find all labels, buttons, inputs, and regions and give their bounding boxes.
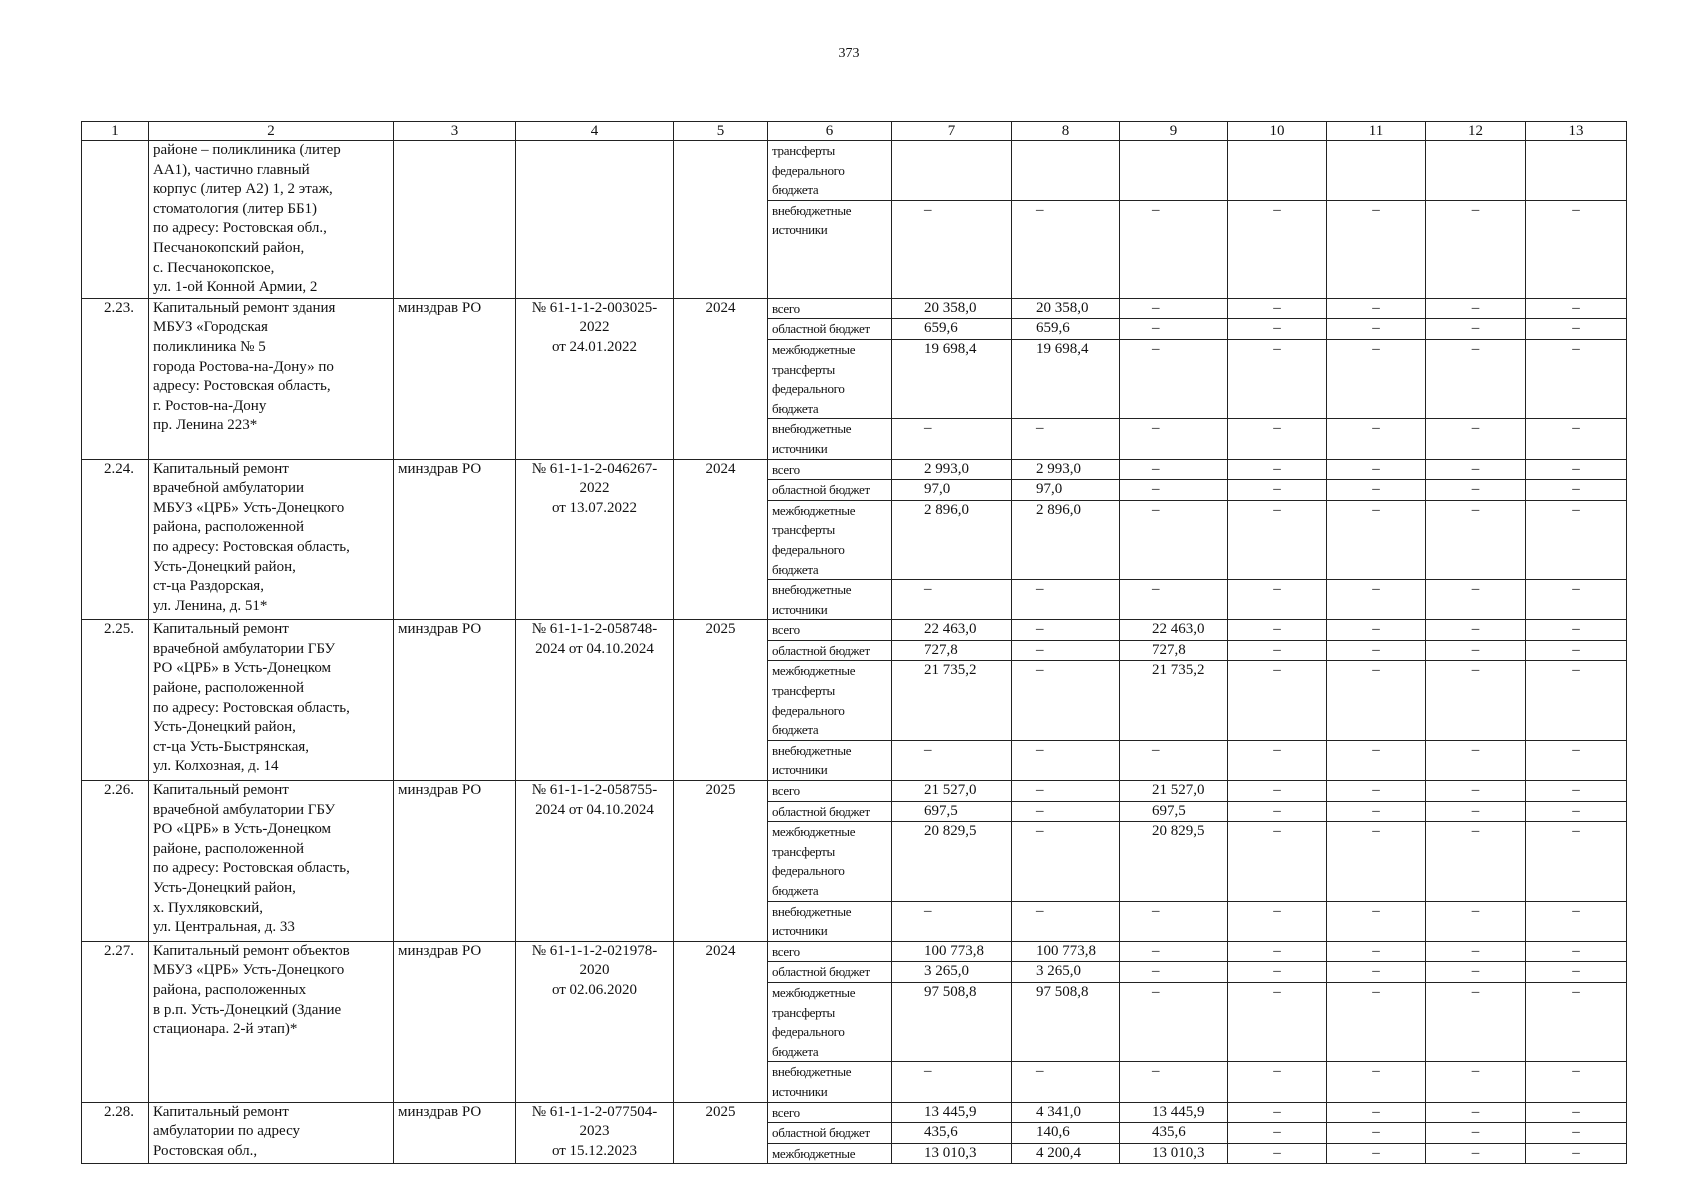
value-cell-col10: – [1228, 740, 1327, 780]
value-cell-col8: 97 508,8 [1012, 982, 1120, 1061]
value-cell-col11: – [1327, 620, 1426, 641]
value-cell-col7: 19 698,4 [892, 339, 1012, 418]
header-cell-11: 11 [1327, 122, 1426, 141]
value-cell-col12: – [1426, 1123, 1526, 1144]
value-cell-col9: – [1120, 901, 1228, 941]
funding-source: областной бюджет [768, 1123, 892, 1144]
value-cell-col13: – [1526, 580, 1627, 620]
funding-source: областной бюджет [768, 801, 892, 822]
value-cell-col13: – [1526, 298, 1627, 319]
value-cell-col10: – [1228, 901, 1327, 941]
value-cell-col10: – [1228, 500, 1327, 579]
value-cell-col8: 659,6 [1012, 319, 1120, 340]
value-cell-col12: – [1426, 740, 1526, 780]
value-cell-col10: – [1228, 200, 1327, 298]
value-cell-col13: – [1526, 801, 1627, 822]
value-cell-col11: – [1327, 500, 1426, 579]
funding-source: всего [768, 459, 892, 480]
value-cell-col7: – [892, 580, 1012, 620]
value-cell-col12: – [1426, 982, 1526, 1061]
year [674, 141, 768, 299]
value-cell-col13 [1526, 141, 1627, 201]
value-cell-col9: – [1120, 419, 1228, 459]
year: 2025 [674, 620, 768, 781]
document-number [516, 141, 674, 299]
value-cell-col9: – [1120, 339, 1228, 418]
value-cell-col8: – [1012, 580, 1120, 620]
value-cell-col11: – [1327, 822, 1426, 901]
table-row [82, 298, 1627, 319]
responsible-org: минздрав РО [394, 781, 516, 942]
value-cell-col7: 21 735,2 [892, 661, 1012, 740]
value-cell-col7: – [892, 901, 1012, 941]
value-cell-col9: – [1120, 982, 1228, 1061]
value-cell-col10: – [1228, 1143, 1327, 1164]
value-cell-col8: 2 993,0 [1012, 459, 1120, 480]
responsible-org: минздрав РО [394, 1102, 516, 1164]
value-cell-col13: – [1526, 480, 1627, 501]
value-cell-col9: 13 445,9 [1120, 1102, 1228, 1123]
value-cell-col12: – [1426, 941, 1526, 962]
funding-source: областной бюджет [768, 480, 892, 501]
document-number: № 61-1-1-2-058748- 2024 от 04.10.2024 [516, 620, 674, 781]
funding-source: областной бюджет [768, 640, 892, 661]
value-cell-col9: – [1120, 459, 1228, 480]
value-cell-col12: – [1426, 962, 1526, 983]
document-number: № 61-1-1-2-003025- 2022 от 24.01.2022 [516, 298, 674, 459]
value-cell-col9: – [1120, 580, 1228, 620]
funding-source: межбюджетные трансферты федерального бюджета [768, 500, 892, 579]
header-cell-8: 8 [1012, 122, 1120, 141]
value-cell-col10: – [1228, 781, 1327, 802]
value-cell-col13: – [1526, 982, 1627, 1061]
value-cell-col13: – [1526, 1102, 1627, 1123]
value-cell-col9: – [1120, 1062, 1228, 1102]
value-cell-col9: 22 463,0 [1120, 620, 1228, 641]
value-cell-col8: – [1012, 801, 1120, 822]
table-row [82, 1102, 1627, 1123]
funding-source: внебюджетные источники [768, 1062, 892, 1102]
header-cell-9: 9 [1120, 122, 1228, 141]
funding-source: областной бюджет [768, 319, 892, 340]
value-cell-col13: – [1526, 419, 1627, 459]
table-row [82, 941, 1627, 962]
table-body [82, 122, 1627, 1164]
value-cell-col11: – [1327, 339, 1426, 418]
value-cell-col10: – [1228, 941, 1327, 962]
funding-source: трансферты федерального бюджета [768, 141, 892, 201]
header-row [82, 122, 1627, 141]
value-cell-col8: 4 200,4 [1012, 1143, 1120, 1164]
value-cell-col9: – [1120, 500, 1228, 579]
header-cell-3: 3 [394, 122, 516, 141]
value-cell-col11: – [1327, 580, 1426, 620]
value-cell-col9: 20 829,5 [1120, 822, 1228, 901]
value-cell-col13: – [1526, 500, 1627, 579]
funding-source: областной бюджет [768, 962, 892, 983]
value-cell-col9: 727,8 [1120, 640, 1228, 661]
value-cell-col12: – [1426, 200, 1526, 298]
responsible-org [394, 141, 516, 299]
value-cell-col8: – [1012, 640, 1120, 661]
value-cell-col8: 2 896,0 [1012, 500, 1120, 579]
value-cell-col13: – [1526, 941, 1627, 962]
value-cell-col10: – [1228, 1102, 1327, 1123]
value-cell-col12: – [1426, 1102, 1526, 1123]
value-cell-col7: – [892, 419, 1012, 459]
responsible-org: минздрав РО [394, 459, 516, 620]
page-number: 373 [838, 46, 860, 61]
year: 2024 [674, 941, 768, 1102]
value-cell-col7: – [892, 740, 1012, 780]
funding-source: межбюджетные [768, 1143, 892, 1164]
value-cell-col11: – [1327, 419, 1426, 459]
object-name: Капитальный ремонт врачебной амбулатории ГБУ РО «ЦРБ» в Усть-Донецком районе, расположенной по адресу: Ростовская область, Усть-Донецкий район, х. Пухляковский, ул. Центральная, д. 33 [149, 781, 394, 942]
value-cell-col12: – [1426, 801, 1526, 822]
value-cell-col11: – [1327, 781, 1426, 802]
value-cell-col10 [1228, 141, 1327, 201]
value-cell-col11: – [1327, 1123, 1426, 1144]
value-cell-col11: – [1327, 962, 1426, 983]
value-cell-col8: 3 265,0 [1012, 962, 1120, 983]
value-cell-col8: – [1012, 419, 1120, 459]
funding-source: всего [768, 781, 892, 802]
object-name: Капитальный ремонт здания МБУЗ «Городская поликлиника № 5 города Ростова-на-Дону» по адресу: Ростовская область, г. Ростов-на-Дону пр. Ленина 223* [149, 298, 394, 459]
value-cell-col9: 21 527,0 [1120, 781, 1228, 802]
value-cell-col7: 97,0 [892, 480, 1012, 501]
value-cell-col13: – [1526, 620, 1627, 641]
object-name: Капитальный ремонт врачебной амбулатории ГБУ РО «ЦРБ» в Усть-Донецком районе, расположенной по адресу: Ростовская область, Усть-Донецкий район, ст-ца Усть-Быстрянская, ул. Колхозная, д. 14 [149, 620, 394, 781]
value-cell-col13: – [1526, 319, 1627, 340]
value-cell-col12 [1426, 141, 1526, 201]
value-cell-col8: 97,0 [1012, 480, 1120, 501]
value-cell-col12: – [1426, 901, 1526, 941]
value-cell-col7: 20 829,5 [892, 822, 1012, 901]
value-cell-col7: 435,6 [892, 1123, 1012, 1144]
funding-source: внебюджетные источники [768, 419, 892, 459]
row-number: 2.26. [82, 781, 149, 942]
value-cell-col11: – [1327, 740, 1426, 780]
value-cell-col10: – [1228, 480, 1327, 501]
value-cell-col13: – [1526, 740, 1627, 780]
value-cell-col10: – [1228, 822, 1327, 901]
value-cell-col7: 3 265,0 [892, 962, 1012, 983]
value-cell-col12: – [1426, 822, 1526, 901]
value-cell-col7: 13 445,9 [892, 1102, 1012, 1123]
value-cell-col10: – [1228, 982, 1327, 1061]
value-cell-col9: 697,5 [1120, 801, 1228, 822]
value-cell-col11: – [1327, 901, 1426, 941]
value-cell-col8: 140,6 [1012, 1123, 1120, 1144]
value-cell-col7: 100 773,8 [892, 941, 1012, 962]
value-cell-col13: – [1526, 661, 1627, 740]
funding-source: межбюджетные трансферты федерального бюджета [768, 661, 892, 740]
header-cell-7: 7 [892, 122, 1012, 141]
header-cell-1: 1 [82, 122, 149, 141]
value-cell-col10: – [1228, 319, 1327, 340]
value-cell-col12: – [1426, 640, 1526, 661]
value-cell-col13: – [1526, 200, 1627, 298]
value-cell-col11: – [1327, 1143, 1426, 1164]
document-number: № 61-1-1-2-058755- 2024 от 04.10.2024 [516, 781, 674, 942]
value-cell-col9: – [1120, 740, 1228, 780]
value-cell-col12: – [1426, 419, 1526, 459]
value-cell-col11: – [1327, 941, 1426, 962]
value-cell-col9: – [1120, 941, 1228, 962]
row-number: 2.27. [82, 941, 149, 1102]
value-cell-col12: – [1426, 500, 1526, 579]
value-cell-col13: – [1526, 1062, 1627, 1102]
table-row [82, 141, 1627, 201]
value-cell-col7: 97 508,8 [892, 982, 1012, 1061]
object-name: районе – поликлиника (литер АА1), частично главный корпус (литер А2) 1, 2 этаж, стоматология (литер ББ1) по адресу: Ростовская обл., Песчанокопский район, с. Песчанокопское, ул. 1-ой Конной Армии, 2 [149, 141, 394, 299]
value-cell-col12: – [1426, 339, 1526, 418]
value-cell-col10: – [1228, 419, 1327, 459]
value-cell-col8: 100 773,8 [1012, 941, 1120, 962]
row-number [82, 141, 149, 299]
header-cell-5: 5 [674, 122, 768, 141]
value-cell-col11: – [1327, 661, 1426, 740]
value-cell-col8: – [1012, 740, 1120, 780]
row-number: 2.28. [82, 1102, 149, 1164]
value-cell-col10: – [1228, 298, 1327, 319]
value-cell-col7 [892, 141, 1012, 201]
value-cell-col9: 435,6 [1120, 1123, 1228, 1144]
header-cell-12: 12 [1426, 122, 1526, 141]
value-cell-col11: – [1327, 982, 1426, 1061]
value-cell-col13: – [1526, 962, 1627, 983]
funding-source: всего [768, 1102, 892, 1123]
value-cell-col13: – [1526, 781, 1627, 802]
value-cell-col11: – [1327, 200, 1426, 298]
value-cell-col9: – [1120, 298, 1228, 319]
value-cell-col9: 13 010,3 [1120, 1143, 1228, 1164]
value-cell-col13: – [1526, 901, 1627, 941]
value-cell-col7: – [892, 200, 1012, 298]
value-cell-col10: – [1228, 661, 1327, 740]
value-cell-col11: – [1327, 480, 1426, 501]
document-number: № 61-1-1-2-021978- 2020 от 02.06.2020 [516, 941, 674, 1102]
value-cell-col12: – [1426, 661, 1526, 740]
value-cell-col8: 19 698,4 [1012, 339, 1120, 418]
value-cell-col13: – [1526, 640, 1627, 661]
year: 2025 [674, 781, 768, 942]
value-cell-col7: 22 463,0 [892, 620, 1012, 641]
row-number: 2.25. [82, 620, 149, 781]
value-cell-col13: – [1526, 339, 1627, 418]
header-cell-6: 6 [768, 122, 892, 141]
budget-table [81, 121, 1627, 1164]
value-cell-col8: – [1012, 661, 1120, 740]
value-cell-col11: – [1327, 801, 1426, 822]
document-number: № 61-1-1-2-077504- 2023 от 15.12.2023 [516, 1102, 674, 1164]
value-cell-col10: – [1228, 801, 1327, 822]
value-cell-col7: 21 527,0 [892, 781, 1012, 802]
value-cell-col8: 20 358,0 [1012, 298, 1120, 319]
value-cell-col12: – [1426, 319, 1526, 340]
funding-source: всего [768, 941, 892, 962]
value-cell-col10: – [1228, 1123, 1327, 1144]
year: 2025 [674, 1102, 768, 1164]
value-cell-col9: – [1120, 962, 1228, 983]
value-cell-col13: – [1526, 1143, 1627, 1164]
value-cell-col8 [1012, 141, 1120, 201]
value-cell-col7: 2 896,0 [892, 500, 1012, 579]
responsible-org: минздрав РО [394, 941, 516, 1102]
responsible-org: минздрав РО [394, 298, 516, 459]
value-cell-col8: – [1012, 1062, 1120, 1102]
value-cell-col9: 21 735,2 [1120, 661, 1228, 740]
value-cell-col7: 727,8 [892, 640, 1012, 661]
value-cell-col10: – [1228, 459, 1327, 480]
value-cell-col12: – [1426, 1062, 1526, 1102]
header-cell-4: 4 [516, 122, 674, 141]
funding-source: внебюджетные источники [768, 580, 892, 620]
value-cell-col12: – [1426, 1143, 1526, 1164]
value-cell-col11: – [1327, 1102, 1426, 1123]
value-cell-col7: 13 010,3 [892, 1143, 1012, 1164]
value-cell-col8: – [1012, 822, 1120, 901]
value-cell-col8: 4 341,0 [1012, 1102, 1120, 1123]
value-cell-col12: – [1426, 580, 1526, 620]
value-cell-col10: – [1228, 1062, 1327, 1102]
object-name: Капитальный ремонт амбулатории по адресу Ростовская обл., [149, 1102, 394, 1164]
value-cell-col8: – [1012, 620, 1120, 641]
value-cell-col11: – [1327, 319, 1426, 340]
value-cell-col10: – [1228, 640, 1327, 661]
value-cell-col11: – [1327, 298, 1426, 319]
value-cell-col7: 2 993,0 [892, 459, 1012, 480]
value-cell-col7: 659,6 [892, 319, 1012, 340]
table-row [82, 781, 1627, 802]
header-cell-13: 13 [1526, 122, 1627, 141]
funding-source: межбюджетные трансферты федерального бюджета [768, 822, 892, 901]
object-name: Капитальный ремонт объектов МБУЗ «ЦРБ» Усть-Донецкого района, расположенных в р.п. Усть-Донецкий (Здание стационара. 2-й этап)* [149, 941, 394, 1102]
year: 2024 [674, 459, 768, 620]
value-cell-col11: – [1327, 640, 1426, 661]
responsible-org: минздрав РО [394, 620, 516, 781]
funding-source: внебюджетные источники [768, 200, 892, 298]
value-cell-col11: – [1327, 459, 1426, 480]
table-row [82, 459, 1627, 480]
value-cell-col12: – [1426, 480, 1526, 501]
year: 2024 [674, 298, 768, 459]
value-cell-col9: – [1120, 480, 1228, 501]
value-cell-col12: – [1426, 459, 1526, 480]
header-cell-10: 10 [1228, 122, 1327, 141]
value-cell-col8: – [1012, 200, 1120, 298]
object-name: Капитальный ремонт врачебной амбулатории МБУЗ «ЦРБ» Усть-Донецкого района, расположенной по адресу: Ростовская область, Усть-Донецкий район, ст-ца Раздорская, ул. Ленина, д. 51* [149, 459, 394, 620]
value-cell-col8: – [1012, 901, 1120, 941]
value-cell-col10: – [1228, 580, 1327, 620]
header-cell-2: 2 [149, 122, 394, 141]
value-cell-col12: – [1426, 620, 1526, 641]
value-cell-col11 [1327, 141, 1426, 201]
value-cell-col12: – [1426, 781, 1526, 802]
value-cell-col13: – [1526, 822, 1627, 901]
row-number: 2.23. [82, 298, 149, 459]
funding-source: всего [768, 298, 892, 319]
document-number: № 61-1-1-2-046267- 2022 от 13.07.2022 [516, 459, 674, 620]
value-cell-col10: – [1228, 339, 1327, 418]
funding-source: межбюджетные трансферты федерального бюджета [768, 339, 892, 418]
value-cell-col9: – [1120, 200, 1228, 298]
value-cell-col9: – [1120, 319, 1228, 340]
value-cell-col13: – [1526, 1123, 1627, 1144]
value-cell-col13: – [1526, 459, 1627, 480]
row-number: 2.24. [82, 459, 149, 620]
funding-source: всего [768, 620, 892, 641]
value-cell-col8: – [1012, 781, 1120, 802]
value-cell-col11: – [1327, 1062, 1426, 1102]
table-row [82, 620, 1627, 641]
funding-source: внебюджетные источники [768, 740, 892, 780]
funding-source: межбюджетные трансферты федерального бюджета [768, 982, 892, 1061]
value-cell-col7: – [892, 1062, 1012, 1102]
value-cell-col7: 697,5 [892, 801, 1012, 822]
value-cell-col10: – [1228, 962, 1327, 983]
value-cell-col9 [1120, 141, 1228, 201]
value-cell-col12: – [1426, 298, 1526, 319]
value-cell-col10: – [1228, 620, 1327, 641]
funding-source: внебюджетные источники [768, 901, 892, 941]
value-cell-col7: 20 358,0 [892, 298, 1012, 319]
